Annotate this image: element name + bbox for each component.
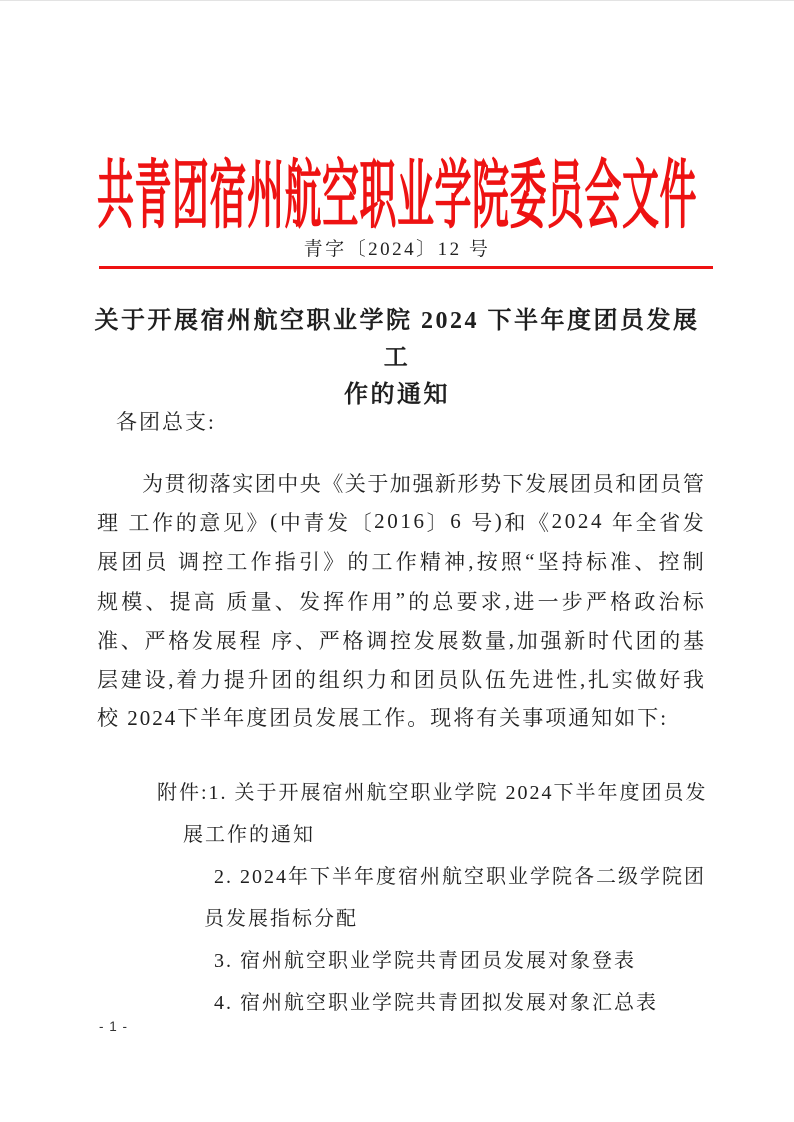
attachment-line: 附件:1. 关于开展宿州航空职业学院 2024下半年度团员发 [157,782,708,804]
body-line: 为 贯 彻 落 实 团 中 央 《 关 于 加 强 新 形 势 下 发 展 团 员 和 团 员 管 [142,471,704,496]
red-divider-line [99,266,713,269]
body-line: 校 2024下半年度团员发展工作。现将有关事项通知如下: [97,705,669,730]
body-line: 展 团 员 调 控 工 作 指 引 》 的 工 作 精 神 , 按 照 “ 坚 持 标 准 、 控 制 [97,548,704,575]
body-line: 规 模 、 提 高 质 量 、 发 挥 作 用 ” 的 总 要 求 , 进 一 步 严 格 政 治 标 [97,588,704,614]
body-paragraph [97,463,704,738]
attachment-line: 3. 宿州航空职业学院共青团员发展对象登表 [214,950,636,972]
document-title-line: 关于开展宿州航空职业学院 2024 下半年度团员发展工 [94,308,700,371]
attachments-list [0,772,794,1024]
body-line: 准 、 严 格 发 展 程 序 、 严 格 调 控 发 展 数 量 , 加 强 新 时 代 团 的 基 [97,627,704,653]
attachment-line: 4. 宿州航空职业学院共青团拟发展对象汇总表 [214,992,658,1014]
body-line: 理 工 作 的 意 见 》 ( 中 青 发 〔 2 0 1 6 〕 6 号 ) 和 《 2 0 2 4 年 全 省 发 [97,509,704,535]
document-title [92,303,702,414]
doc-number: 青字〔2024〕12 号 [303,239,491,260]
attachment-line: 员发展指标分配 [204,908,358,930]
attachment-line: 2. 2024年下半年度宿州航空职业学院各二级学院团 [214,866,706,888]
attachment-line: 展工作的通知 [183,824,315,846]
org-header-title: 共青团宿州航空职业学院委员会文件 [97,154,697,238]
page-number: - 1 - [99,1019,129,1034]
page-top-edge [0,0,794,1]
salutation: 各团总支: [116,410,216,434]
document-title-line: 作的通知 [344,382,450,408]
body-line: 层 建 设 , 着 力 提 升 团 的 组 织 力 和 团 员 队 伍 先 进 性 , 扎 实 做 好 我 [97,666,704,693]
